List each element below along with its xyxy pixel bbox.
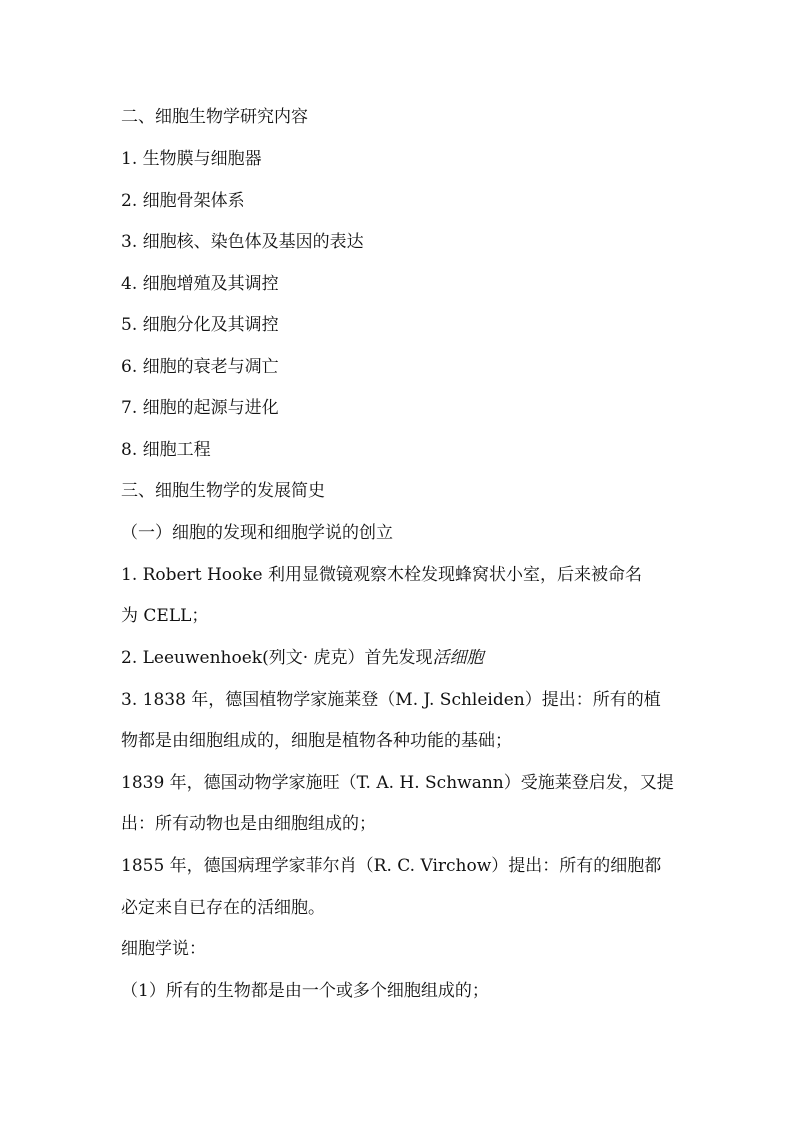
history-paragraph-3-line-1: 3. 1838 年，德国植物学家施莱登（M. J. Schleiden）提出：所有的植 (121, 690, 661, 710)
cell-theory-item: （1）所有的生物都是由一个或多个细胞组成的； (121, 981, 489, 1001)
history-paragraph-4-line-2: 出：所有动物也是由细胞组成的； (121, 814, 376, 834)
research-item: 8. 细胞工程 (121, 440, 211, 460)
research-item: 5. 细胞分化及其调控 (121, 315, 279, 335)
section-heading-history: 三、细胞生物学的发展简史 (121, 481, 325, 501)
history-paragraph-2 (121, 646, 691, 670)
research-item: 6. 细胞的衰老与凋亡 (121, 357, 279, 377)
research-item: 2. 细胞骨架体系 (121, 191, 245, 211)
research-item: 4. 细胞增殖及其调控 (121, 274, 279, 294)
subsection-heading: （一）细胞的发现和细胞学说的创立 (121, 523, 393, 543)
research-item: 1. 生物膜与细胞器 (121, 149, 262, 169)
history-paragraph-2-text: 2. Leeuwenhoek(列文· 虎克）首先发现 (121, 648, 433, 668)
research-item: 7. 细胞的起源与进化 (121, 398, 279, 418)
history-paragraph-5-line-2: 必定来自已存在的活细胞。 (121, 898, 325, 918)
history-paragraph-2-emphasis: 活细胞 (432, 648, 484, 668)
history-paragraph-1-line-1: 1. Robert Hooke 利用显微镜观察木栓发现蜂窝状小室，后来被命名 (121, 565, 643, 585)
history-paragraph-4-line-1: 1839 年，德国动物学家施旺（T. A. H. Schwann）受施莱登启发，又提 (121, 773, 674, 793)
history-paragraph-3-line-2: 物都是由细胞组成的，细胞是植物各种功能的基础； (121, 731, 512, 751)
history-paragraph-5-line-1: 1855 年，德国病理学家菲尔肖（R. C. Virchow）提出：所有的细胞都 (121, 856, 662, 876)
section-heading-research-content: 二、细胞生物学研究内容 (121, 107, 308, 127)
history-paragraph-1-line-2: 为 CELL； (121, 606, 209, 626)
cell-theory-label: 细胞学说： (121, 939, 206, 959)
research-item: 3. 细胞核、染色体及基因的表达 (121, 232, 364, 252)
